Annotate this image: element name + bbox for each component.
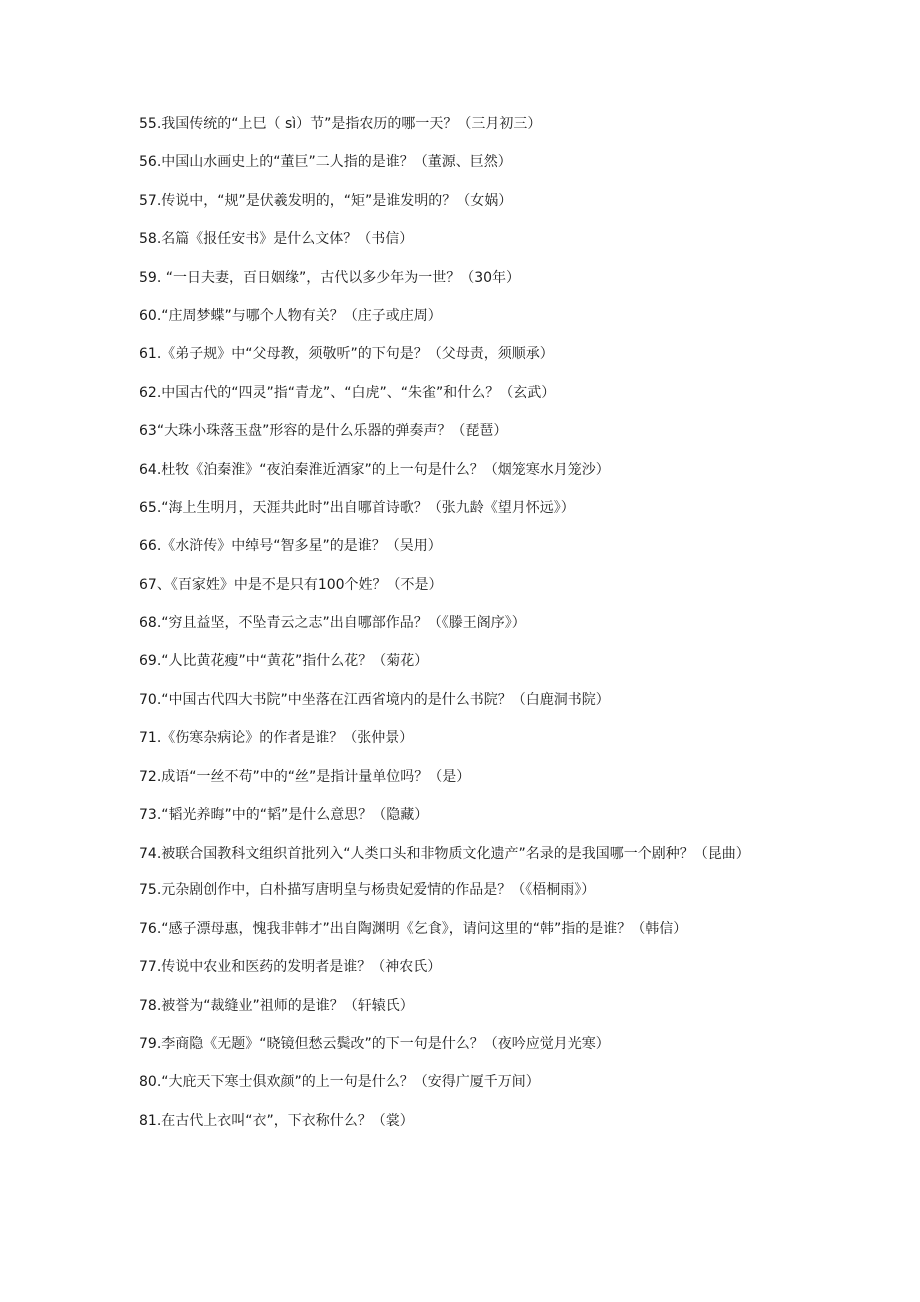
question-60: 60.“庄周梦蝶”与哪个人物有关？（庄子或庄周） bbox=[139, 307, 442, 324]
question-78: 78.被誉为“裁缝业”祖师的是谁？（轩辕氏） bbox=[139, 997, 414, 1014]
question-66: 66.《水浒传》中绰号“智多星”的是谁？（吴用） bbox=[139, 538, 442, 555]
question-73: 73.“韬光养晦”中的“韬”是什么意思？（隐藏） bbox=[139, 807, 429, 824]
question-67: 67、《百家姓》中是不是只有100个姓？（不是） bbox=[139, 576, 443, 593]
question-68: 68.“穷且益坚，不坠青云之志”出自哪部作品？（《滕王阁序》） bbox=[139, 615, 526, 632]
question-77: 77.传说中农业和医药的发明者是谁？（神农氏） bbox=[139, 959, 442, 976]
question-57: 57.传说中，“规”是伏羲发明的，“矩”是谁发明的？（女娲） bbox=[139, 192, 513, 209]
question-63: 63“大珠小珠落玉盘”形容的是什么乐器的弹奏声？（琵琶） bbox=[139, 423, 508, 440]
question-71: 71.《伤寒杂病论》的作者是谁？（张仲景） bbox=[139, 730, 414, 747]
question-69: 69.“人比黄花瘦”中“黄花”指什么花？（菊花） bbox=[139, 653, 429, 670]
question-64: 64.杜牧《泊秦淮》“夜泊秦淮近酒家”的上一句是什么？（烟笼寒水月笼沙） bbox=[139, 461, 610, 478]
question-72: 72.成语“一丝不苟”中的“丝”是指计量单位吗？（是） bbox=[139, 768, 471, 785]
question-59: 59. “一日夫妻，百日姻缘”，古代以多少年为一世？（30年） bbox=[139, 269, 521, 286]
question-58: 58.名篇《报任安书》是什么文体？（书信） bbox=[139, 231, 414, 248]
question-76: 76.“感子漂母惠，愧我非韩才”出自陶渊明《乞食》，请问这里的“韩”指的是谁？（韩信） bbox=[139, 920, 688, 937]
question-74: 74.被联合国教科文组织首批列入“人类口头和非物质文化遗产”名录的是我国哪一个剧种？（昆曲） bbox=[139, 846, 750, 863]
question-65: 65.“海上生明月，天涯共此时”出自哪首诗歌？（张九龄《望月怀远》） bbox=[139, 499, 575, 516]
question-62: 62.中国古代的“四灵”指“青龙”、“白虎”、“朱雀”和什么？（玄武） bbox=[139, 384, 556, 401]
question-61: 61.《弟子规》中“父母教，须敬听”的下句是？（父母责，须顺承） bbox=[139, 346, 554, 363]
question-75: 75.元杂剧创作中，白朴描写唐明皇与杨贵妃爱情的作品是？（《梧桐雨》） bbox=[139, 882, 596, 899]
question-list bbox=[139, 113, 819, 1148]
question-55: 55.我国传统的“上巳（ sì）节”是指农历的哪一天？（三月初三） bbox=[139, 116, 542, 132]
question-79: 79.李商隐《无题》“晓镜但愁云鬓改”的下一句是什么？（夜吟应觉月光寒） bbox=[139, 1035, 610, 1052]
question-70: 70.“中国古代四大书院”中坐落在江西省境内的是什么书院？（白鹿洞书院） bbox=[139, 691, 610, 708]
question-81: 81.在古代上衣叫“衣”，下衣称什么？（裳） bbox=[139, 1112, 414, 1129]
question-56: 56.中国山水画史上的“董巨”二人指的是谁？（董源、巨然） bbox=[139, 154, 512, 171]
question-80: 80.“大庇天下寒士俱欢颜”的上一句是什么？（安得广厦千万间） bbox=[139, 1074, 540, 1091]
